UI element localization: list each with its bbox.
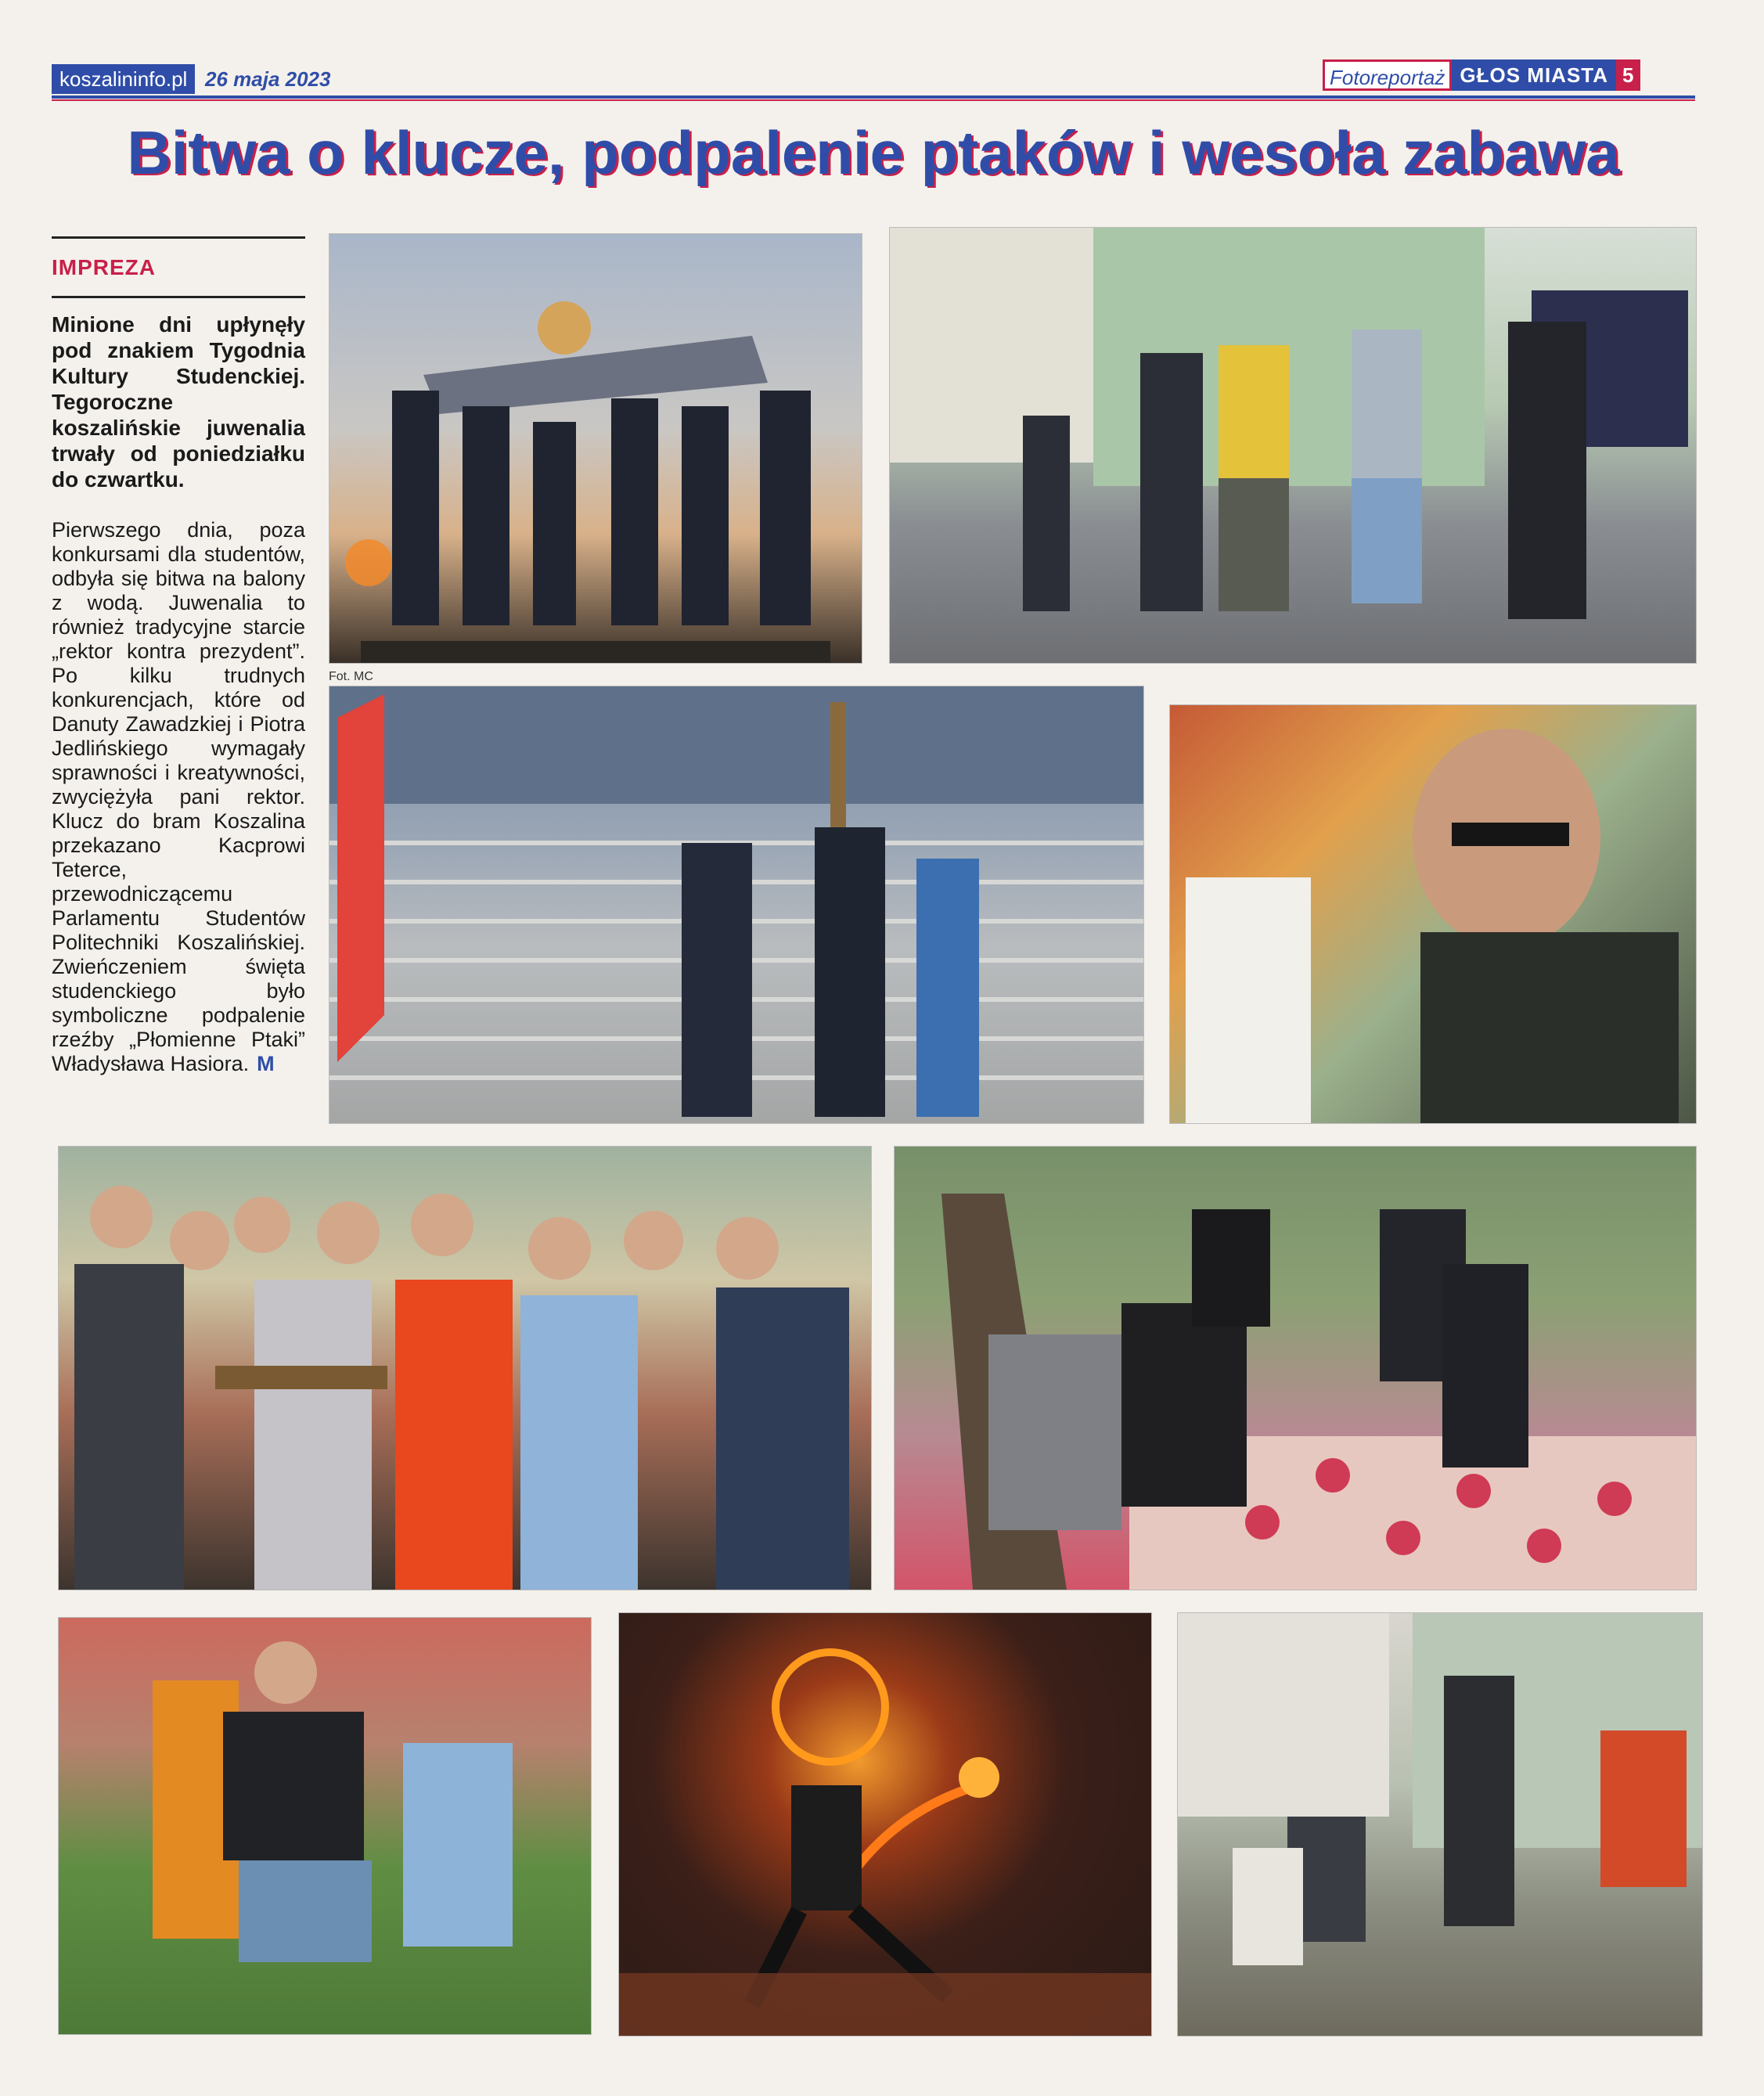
masthead-rule-accent bbox=[52, 99, 1695, 101]
issue-date: 26 maja 2023 bbox=[205, 67, 331, 91]
lead-paragraph: Minione dni upłynęły pod znakiem Tygodnia Kultury Studenckiej. Tegoroczne koszalińskie juwenalia trwały od poniedziałku do czwartku. bbox=[52, 312, 305, 492]
photo-group-with-key bbox=[58, 1146, 872, 1590]
photo-students-at-block bbox=[1177, 1612, 1703, 2037]
column-rule-top bbox=[52, 236, 305, 239]
photo-8-figures bbox=[619, 1613, 1151, 2036]
photo-drinking-students bbox=[889, 227, 1697, 664]
photo-9-figures bbox=[1178, 1613, 1702, 2036]
photo-6-figures bbox=[895, 1147, 1696, 1590]
photo-3-figures bbox=[329, 686, 1143, 1123]
masthead-rule bbox=[52, 95, 1695, 99]
photo-picnic bbox=[894, 1146, 1697, 1590]
photo-water-balloon-battle bbox=[58, 1617, 592, 2035]
photo-torch-bearers bbox=[329, 233, 862, 664]
photo-man-sunglasses bbox=[1169, 704, 1697, 1124]
photo-2-figures bbox=[890, 228, 1696, 663]
body-text: Pierwszego dnia, poza konkursami dla studentów, odbyła się bitwa na balony z wodą. Juwenalia to również tradycyjne starcie „rektor kontra prezydent”. Po kilku trudnych konkurencjach, które od Danuty Zawadzkiej i Piotra Jedlińskiego wymagały sprawności i kreatywności, zwyciężyła pani rektor. Klucz do bram Koszalina przekazano Kacprowi Teterce, przewodniczącemu Parlamentu Studentów Politechniki Koszalińskiej. Zwieńczeniem święta studenckiego było symboliczne podpalenie rzeźby „Płomienne Ptaki” Władysława Hasiora. bbox=[52, 518, 305, 1075]
section-label: Fotoreportaż bbox=[1323, 59, 1452, 91]
photo-4-figures bbox=[1170, 705, 1696, 1123]
photo-5-figures bbox=[59, 1147, 871, 1590]
headline: Bitwa o klucze, podpalenie ptaków i wesoła zabawa bbox=[127, 118, 1620, 187]
photo-credit: Fot. MC bbox=[329, 670, 373, 683]
photo-1-figures bbox=[329, 234, 862, 663]
photo-key-handover bbox=[329, 686, 1144, 1124]
site-name: koszalininfo.pl bbox=[52, 64, 195, 94]
column-rule-bottom bbox=[52, 296, 305, 298]
photo-fire-show bbox=[618, 1612, 1152, 2037]
photo-7-figures bbox=[59, 1618, 591, 2034]
end-mark: M bbox=[257, 1052, 275, 1075]
page-number: 5 bbox=[1616, 59, 1640, 91]
kicker: IMPREZA bbox=[52, 255, 156, 279]
section-banner bbox=[1323, 59, 1694, 91]
paper-name: GŁOS MIASTA bbox=[1452, 59, 1616, 91]
body-paragraph bbox=[52, 518, 305, 1076]
